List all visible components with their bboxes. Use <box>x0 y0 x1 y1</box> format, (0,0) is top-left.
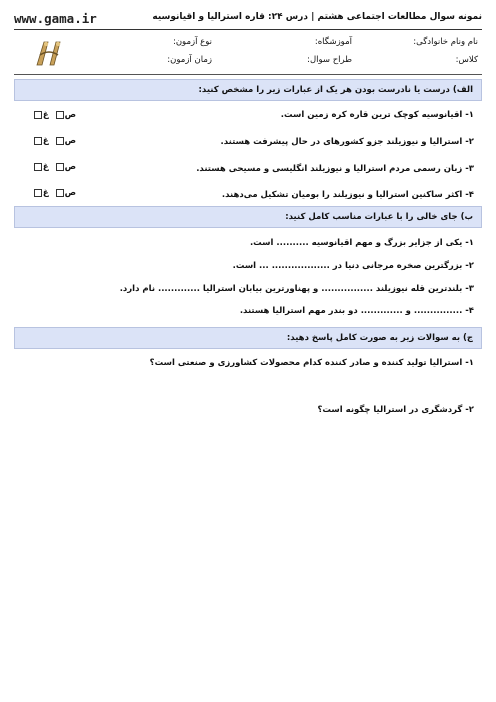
section-b-question-3: ۳- بلندترین قله نیوزیلند ................ و پهناورترین بیابان استرالیا ............. نام دارد. <box>119 284 474 294</box>
section-c-title: ج) به سوالات زیر به صورت کامل پاسخ دهید: <box>286 333 473 343</box>
true-false-choice-1 <box>26 110 76 122</box>
false-label: غ <box>42 188 49 198</box>
section-a-question-2: ۲- استرالیا و نیوزیلند جزو کشورهای در حال پیشرفت هستند. <box>220 137 474 147</box>
true-label: ص <box>64 162 76 172</box>
section-c-header <box>14 327 482 349</box>
section-a-title: الف) درست یا نادرست بودن هر یک از عبارات زیر را مشخص کنید: <box>198 85 473 95</box>
section-b-title: ب) جای خالی را با عبارات مناسب کامل کنید: <box>285 212 473 222</box>
false-label: غ <box>42 162 49 172</box>
false-label: غ <box>42 110 49 120</box>
false-checkbox[interactable] <box>34 137 42 145</box>
section-a-header <box>14 79 482 101</box>
name-label: نام ونام خانوادگی: <box>413 37 478 47</box>
page-header <box>0 8 496 30</box>
true-checkbox[interactable] <box>56 111 64 119</box>
true-false-choice-4 <box>26 188 76 200</box>
designer-label: طراح سوال: <box>307 55 352 65</box>
info-divider <box>14 74 482 75</box>
false-label: غ <box>42 136 49 146</box>
gama-logo-icon <box>34 38 64 68</box>
true-checkbox[interactable] <box>56 189 64 197</box>
site-url[interactable]: www.gama.ir <box>14 11 97 26</box>
true-checkbox[interactable] <box>56 163 64 171</box>
section-b-question-4: ۴- ............... و ............. دو بندر مهم استرالیا هستند. <box>239 306 474 316</box>
section-a-question-1: ۱- اقیانوسیه کوچک ترین قاره کره زمین است. <box>280 110 474 120</box>
exam-time-label: زمان آزمون: <box>167 55 212 65</box>
section-c-question-1: ۱- استرالیا تولید کننده و صادر کننده کدام محصولات کشاورزی و صنعتی است؟ <box>149 358 474 368</box>
page-title: نمونه سوال مطالعات اجتماعی هشتم | درس ۲۴: قاره استرالیا و اقیانوسیه <box>152 12 482 22</box>
section-b-question-2: ۲- بزرگترین صخره مرجانی دنیا در .................. ... است. <box>232 261 474 271</box>
student-info-box <box>14 33 482 73</box>
true-checkbox[interactable] <box>56 137 64 145</box>
section-c-question-2: ۲- گردشگری در استرالیا چگونه است؟ <box>317 405 474 415</box>
section-a-question-3: ۳- زبان رسمی مردم استرالیا و نیوزیلند انگلیسی و مسیحی هستند. <box>196 164 474 174</box>
false-checkbox[interactable] <box>34 111 42 119</box>
header-divider <box>14 29 482 30</box>
section-b-header <box>14 206 482 228</box>
true-label: ص <box>64 136 76 146</box>
false-checkbox[interactable] <box>34 189 42 197</box>
true-label: ص <box>64 110 76 120</box>
true-false-choice-3 <box>26 162 76 174</box>
class-label: کلاس: <box>455 55 478 65</box>
exam-type-label: نوع آزمون: <box>172 37 212 47</box>
section-a-question-4: ۴- اکثر ساکنین استرالیا و نیوزیلند را بومیان تشکیل می‌دهند. <box>221 190 474 200</box>
true-false-choice-2 <box>26 136 76 148</box>
false-checkbox[interactable] <box>34 163 42 171</box>
school-label: آموزشگاه: <box>314 37 352 47</box>
true-label: ص <box>64 188 76 198</box>
section-b-question-1: ۱- یکی از جزایر بزرگ و مهم اقیانوسیه .......... است. <box>249 238 474 248</box>
